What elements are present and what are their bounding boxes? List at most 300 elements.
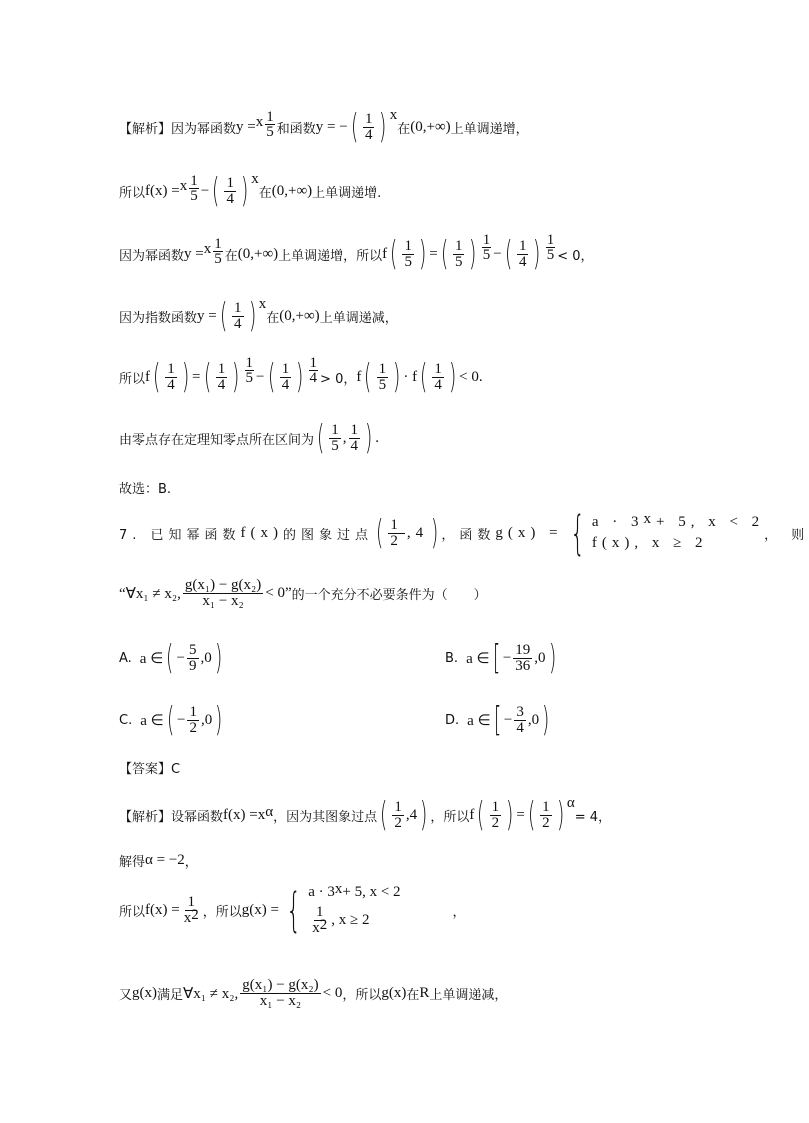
- fraction-numerator: [183, 578, 263, 594]
- fraction-numerator: [402, 239, 414, 255]
- text-segment: 3: [516, 703, 524, 720]
- fraction-denominator: [182, 906, 201, 926]
- fraction-numerator: [514, 705, 526, 721]
- exponent: [307, 357, 321, 384]
- fraction-numerator: [224, 176, 236, 192]
- right-bracket: ): [448, 357, 457, 397]
- text-segment: ，所以: [202, 904, 242, 920]
- text-segment: (0,+∞): [237, 245, 279, 262]
- text-segment: −: [503, 711, 513, 728]
- fraction-numerator: [363, 112, 375, 128]
- exponent: [544, 234, 558, 261]
- answer-option-a: [119, 634, 225, 682]
- piecewise-case: [592, 535, 764, 552]
- text-line: [119, 836, 198, 884]
- text-segment: 满足: [157, 987, 184, 1003]
- option-label: A.: [119, 650, 132, 666]
- text-segment: < 0: [322, 984, 343, 1001]
- text-segment: 2: [189, 719, 197, 736]
- text-segment: 上单调递减，: [319, 310, 398, 326]
- answer-option-d: [445, 696, 552, 744]
- fraction: [490, 800, 502, 831]
- text-segment: 4: [364, 126, 373, 143]
- text-segment: f(x), x ≥ 2: [591, 535, 708, 551]
- text-line: [119, 167, 381, 215]
- exponent: [243, 357, 257, 384]
- left-bracket: (: [166, 700, 174, 740]
- power-base: x: [203, 240, 212, 257]
- option-label: C.: [119, 712, 133, 728]
- text-segment: 故选：B.: [119, 481, 172, 497]
- text-segment: g(x) =: [241, 901, 279, 918]
- text-segment: 1: [518, 237, 527, 254]
- fraction-numerator: [453, 239, 465, 255]
- fraction-denominator: [189, 189, 199, 202]
- text-segment: ，因为其图象过点: [273, 809, 378, 825]
- fraction-denominator: [309, 371, 319, 384]
- fraction: [183, 578, 263, 609]
- text-segment: f: [145, 368, 151, 385]
- text-segment: y =: [236, 118, 256, 135]
- text-segment: =: [429, 245, 438, 262]
- left-bracket: (: [212, 171, 220, 211]
- fraction-numerator: [216, 362, 228, 378]
- exponent: [320, 918, 328, 933]
- fraction-denominator: [224, 192, 236, 207]
- left-bracket: (: [364, 357, 372, 397]
- parenthesized-expression: [438, 234, 480, 274]
- text-segment: 4: [281, 376, 290, 393]
- left-bracket: (: [504, 234, 512, 274]
- text-segment: ,0: [534, 649, 546, 666]
- fraction-denominator: [187, 721, 199, 736]
- text-segment: g(x) =: [495, 524, 563, 541]
- text-segment: y =: [184, 245, 204, 262]
- text-line: [119, 292, 398, 340]
- fraction: [453, 239, 465, 270]
- right-bracket: ): [393, 357, 401, 397]
- text-segment: x: [251, 171, 259, 187]
- fraction-numerator: [392, 800, 404, 816]
- text-segment: −: [176, 649, 186, 666]
- fraction-numerator: [388, 518, 405, 534]
- power-expression: [265, 355, 321, 397]
- fraction-numerator: [213, 235, 223, 252]
- text-segment: 5: [189, 641, 197, 658]
- text-segment: 5: [331, 437, 339, 454]
- fraction: [363, 112, 375, 143]
- text-segment: 在: [266, 310, 280, 326]
- fraction-denominator: [517, 255, 529, 270]
- piecewise-case: [591, 511, 765, 531]
- fraction: [329, 423, 341, 454]
- text-segment: g(x): [132, 984, 158, 1001]
- parenthesized-expression: [373, 513, 441, 553]
- right-bracket: ): [215, 700, 223, 740]
- left-bracket: (: [203, 357, 211, 397]
- power-expression: [502, 232, 558, 274]
- fraction-numerator: [377, 362, 389, 378]
- text-segment: x₁ − x₂: [202, 592, 244, 609]
- option-label: B.: [445, 650, 459, 666]
- piecewise-function: [279, 881, 401, 937]
- fraction: [224, 176, 236, 207]
- right-bracket: ): [431, 513, 439, 553]
- power-expression: [348, 107, 398, 147]
- fraction-denominator: [187, 659, 199, 674]
- text-segment: x: [643, 511, 656, 527]
- text-segment: −: [176, 711, 186, 728]
- text-segment: < 0，: [557, 248, 594, 264]
- exponent: [191, 908, 199, 923]
- fraction-numerator: [165, 362, 177, 378]
- fraction-denominator: [310, 917, 329, 936]
- text-segment: f: [356, 368, 362, 385]
- fraction: [540, 800, 552, 831]
- fraction-denominator: [540, 816, 552, 831]
- text-segment: x: [258, 296, 267, 312]
- text-segment: 又: [119, 987, 133, 1003]
- text-segment: 4: [518, 253, 527, 270]
- left-brace: {: [286, 883, 301, 937]
- text-segment: · f: [403, 368, 418, 385]
- fraction: [514, 705, 526, 736]
- text-segment: =: [516, 806, 525, 823]
- text-line: [119, 463, 171, 511]
- text-segment: 2: [542, 814, 550, 831]
- fraction: [388, 518, 405, 549]
- fraction-denominator: [280, 378, 292, 393]
- text-segment: 4: [217, 376, 226, 393]
- text-segment: f(x): [240, 524, 284, 541]
- text-segment: ，: [400, 904, 466, 920]
- text-segment: 上单调递增，: [450, 121, 529, 137]
- text-segment: 1: [315, 904, 324, 920]
- text-segment: 5: [378, 376, 387, 393]
- text-segment: R: [419, 984, 430, 1001]
- text-segment: 上单调递增.: [312, 185, 382, 201]
- fraction: [280, 362, 292, 393]
- right-bracket: ): [556, 795, 564, 835]
- text-segment: 1: [378, 360, 387, 377]
- text-segment: 1: [394, 798, 402, 815]
- fraction-numerator: [540, 800, 552, 816]
- text-line: [119, 969, 507, 1017]
- fraction-denominator: [349, 439, 361, 454]
- text-segment: α: [265, 803, 274, 820]
- fraction: [240, 978, 320, 1009]
- left-bracket: (: [380, 795, 388, 835]
- fraction-denominator: [402, 255, 414, 270]
- text-segment: 5: [190, 187, 198, 204]
- fraction-denominator: [392, 816, 404, 831]
- text-segment: ,4: [406, 524, 429, 541]
- text-segment: ，所以: [342, 987, 382, 1003]
- fraction-denominator: [232, 317, 244, 332]
- fraction: [310, 905, 329, 936]
- right-bracket: ): [548, 638, 556, 678]
- power-base: x: [312, 920, 320, 936]
- text-segment: g(x): [381, 984, 407, 1001]
- piecewise-cases: [308, 881, 401, 936]
- text-segment: ∀x₁ ≠ x₂,: [183, 985, 239, 1002]
- right-bracket: ): [533, 234, 541, 274]
- text-line: [119, 414, 379, 462]
- exponent: [480, 234, 494, 261]
- power-expression: [179, 172, 201, 205]
- parenthesized-expression: [387, 234, 429, 274]
- text-segment: 5: [266, 123, 274, 140]
- fraction: [517, 239, 529, 270]
- text-line: [119, 103, 529, 151]
- text-segment: < 0”: [265, 584, 292, 601]
- fraction: [546, 234, 556, 261]
- left-bracket: (: [440, 234, 448, 274]
- right-bracket: ): [418, 234, 427, 274]
- fraction: [482, 234, 492, 261]
- left-bracket: (: [350, 107, 358, 147]
- exponent: [211, 235, 225, 267]
- option-label: D.: [445, 712, 460, 728]
- text-segment: 1: [491, 798, 500, 815]
- piecewise-case: [308, 905, 400, 936]
- piecewise-cases: [591, 511, 765, 552]
- parenthesized-expression: [491, 700, 553, 740]
- fraction-denominator: [514, 721, 526, 736]
- power-expression: [257, 803, 274, 824]
- exponent: [187, 172, 201, 204]
- text-segment: x: [389, 107, 398, 123]
- text-segment: 1: [245, 355, 254, 371]
- text-segment: 1: [331, 421, 339, 438]
- text-segment: 1: [364, 110, 373, 127]
- exponent: [335, 881, 343, 898]
- power-expression: [201, 355, 257, 397]
- fraction: [189, 172, 199, 204]
- text-segment: , x ≥ 2: [331, 912, 370, 928]
- parenthesized-expression: [201, 357, 243, 397]
- text-segment: 上单调递减，: [429, 987, 508, 1003]
- text-segment: (0,+∞): [410, 118, 451, 135]
- parenthesized-expression: [474, 795, 516, 835]
- fraction: [245, 357, 255, 384]
- fraction-denominator: [482, 248, 492, 261]
- left-bracket: (: [390, 234, 398, 274]
- text-segment: 在: [406, 987, 420, 1003]
- fraction-numerator: [265, 108, 275, 125]
- fraction: [392, 800, 404, 831]
- text-segment: 4: [434, 376, 442, 393]
- left-bracket: (: [166, 638, 174, 678]
- fraction-denominator: [245, 371, 255, 384]
- text-segment: a ∈: [466, 650, 490, 667]
- text-segment: 1: [234, 299, 242, 316]
- parenthesized-expression: [525, 795, 567, 835]
- text-segment: + 5, x < 2: [656, 514, 765, 530]
- fraction-numerator: [546, 234, 556, 248]
- fraction-numerator: [349, 423, 361, 439]
- text-segment: 所以: [119, 904, 146, 920]
- text-segment: 1: [187, 893, 195, 910]
- fraction: [377, 362, 389, 393]
- text-segment: −: [502, 649, 512, 666]
- text-segment: 因为幂函数: [119, 248, 185, 264]
- fraction-denominator: [513, 659, 532, 674]
- fraction-denominator: [388, 534, 405, 549]
- text-segment: 5: [482, 247, 491, 263]
- text-segment: f(x) =: [145, 901, 180, 918]
- parenthesized-expression: [164, 700, 226, 740]
- left-bracket: (: [267, 357, 275, 397]
- text-segment: (0,+∞): [279, 307, 320, 324]
- text-segment: ，: [184, 854, 198, 870]
- text-segment: ,4: [405, 806, 418, 823]
- text-segment: 所以: [119, 185, 146, 201]
- text-segment: 的图象过点: [283, 527, 374, 543]
- fraction: [187, 705, 199, 736]
- text-segment: 1: [281, 360, 290, 377]
- parenthesized-expression: [417, 357, 459, 397]
- fraction-numerator: [240, 978, 320, 994]
- fraction-denominator: [165, 378, 177, 393]
- text-line: [119, 791, 611, 839]
- power-base: a · 3: [308, 884, 335, 900]
- text-segment: −: [200, 182, 210, 199]
- left-bracket: (: [376, 513, 384, 553]
- text-segment: 4: [350, 437, 359, 454]
- fraction-denominator: [200, 594, 245, 609]
- text-segment: ,0: [527, 711, 540, 728]
- parenthesized-expression: [502, 234, 544, 274]
- exponent: [567, 795, 575, 812]
- fraction-numerator: [280, 362, 292, 378]
- piecewise-case: [308, 881, 401, 901]
- fraction-denominator: [265, 125, 275, 138]
- text-segment: 1: [214, 235, 222, 252]
- fraction-denominator: [377, 378, 389, 393]
- fraction: [165, 362, 177, 393]
- exponent: [265, 804, 273, 821]
- fraction-denominator: [363, 128, 375, 143]
- text-segment: 5: [214, 250, 222, 267]
- left-bracket: (: [153, 357, 161, 397]
- fraction: [432, 362, 444, 393]
- power-expression: [312, 917, 328, 936]
- right-bracket: ): [296, 357, 304, 397]
- text-segment: y = −: [315, 118, 348, 135]
- text-segment: 【解析】设幂函数: [119, 809, 224, 825]
- text-segment: + 5, x < 2: [342, 884, 401, 900]
- fraction: [213, 235, 223, 267]
- text-segment: 2: [390, 532, 403, 549]
- text-segment: α: [566, 795, 575, 811]
- fraction-numerator: [189, 172, 199, 189]
- text-segment: −: [256, 368, 265, 385]
- power-base: x: [179, 177, 188, 194]
- fraction-denominator: [432, 378, 444, 393]
- fraction-numerator: [232, 301, 244, 317]
- power-expression: [308, 881, 343, 901]
- parenthesized-expression: [377, 795, 430, 835]
- fraction-numerator: [187, 643, 199, 659]
- text-segment: 在: [224, 248, 238, 264]
- text-segment: ,0: [200, 649, 212, 666]
- left-bracket: (: [420, 357, 428, 397]
- power-expression: [591, 511, 656, 531]
- text-segment: ， 则: [764, 527, 809, 543]
- text-segment: (0,+∞): [271, 182, 313, 199]
- fraction-numerator: [245, 357, 255, 371]
- text-segment: 9: [189, 657, 197, 674]
- text-segment: 1: [546, 232, 555, 248]
- text-segment: 2: [319, 917, 328, 933]
- text-segment: 1: [404, 237, 412, 254]
- parenthesized-expression: [265, 357, 307, 397]
- text-segment: f: [382, 245, 388, 262]
- fraction: [187, 643, 199, 674]
- exponent: [390, 107, 398, 124]
- power-base: x: [183, 909, 192, 926]
- fraction-numerator: [329, 423, 341, 439]
- text-segment: f(x) =: [145, 182, 180, 199]
- text-segment: 在: [258, 185, 272, 201]
- text-segment: 解得: [119, 854, 146, 870]
- text-line: [119, 506, 809, 560]
- exponent: [263, 108, 277, 140]
- fraction-numerator: [482, 234, 492, 248]
- text-segment: α = −2: [145, 851, 185, 868]
- text-segment: 4: [309, 370, 318, 386]
- fraction: [309, 357, 319, 384]
- fraction: [402, 239, 414, 270]
- text-segment: a ∈: [139, 650, 164, 667]
- text-segment: 1: [482, 232, 491, 248]
- text-segment: 在: [397, 121, 411, 137]
- text-segment: 由零点存在定理知零点所在区间为: [119, 432, 315, 448]
- fraction-numerator: [517, 239, 529, 255]
- right-bracket: ): [248, 296, 256, 336]
- text-segment: 1: [226, 174, 234, 191]
- text-segment: g(x₁) − g(x₂): [184, 576, 262, 593]
- fraction: [216, 362, 228, 393]
- power-base: x: [257, 806, 266, 823]
- power-expression: [525, 795, 575, 835]
- right-bracket: ): [181, 357, 190, 397]
- text-segment: f(x) =: [223, 806, 258, 823]
- right-bracket: ): [379, 107, 387, 147]
- text-segment: 1: [350, 421, 359, 438]
- text-segment: 所以: [119, 371, 146, 387]
- left-bracket: (: [317, 418, 325, 458]
- text-segment: 7. 已知幂函数: [119, 527, 241, 543]
- text-segment: f: [469, 806, 475, 823]
- fraction-denominator: [216, 378, 228, 393]
- power-expression: [203, 235, 225, 268]
- fraction: [265, 108, 275, 140]
- text-segment: a ∈: [140, 712, 164, 729]
- text-segment: 2: [191, 906, 199, 923]
- parenthesized-expression: [314, 418, 375, 458]
- text-segment: 1: [217, 360, 226, 377]
- text-segment: 36: [515, 657, 531, 674]
- text-segment: ,0: [200, 711, 213, 728]
- text-segment: 1: [390, 516, 403, 533]
- text-segment: g(x₁) − g(x₂): [242, 976, 319, 993]
- text-segment: ，函数: [441, 527, 496, 543]
- right-bracket: ): [420, 795, 428, 835]
- fraction: [349, 423, 361, 454]
- parenthesized-expression: [490, 638, 559, 678]
